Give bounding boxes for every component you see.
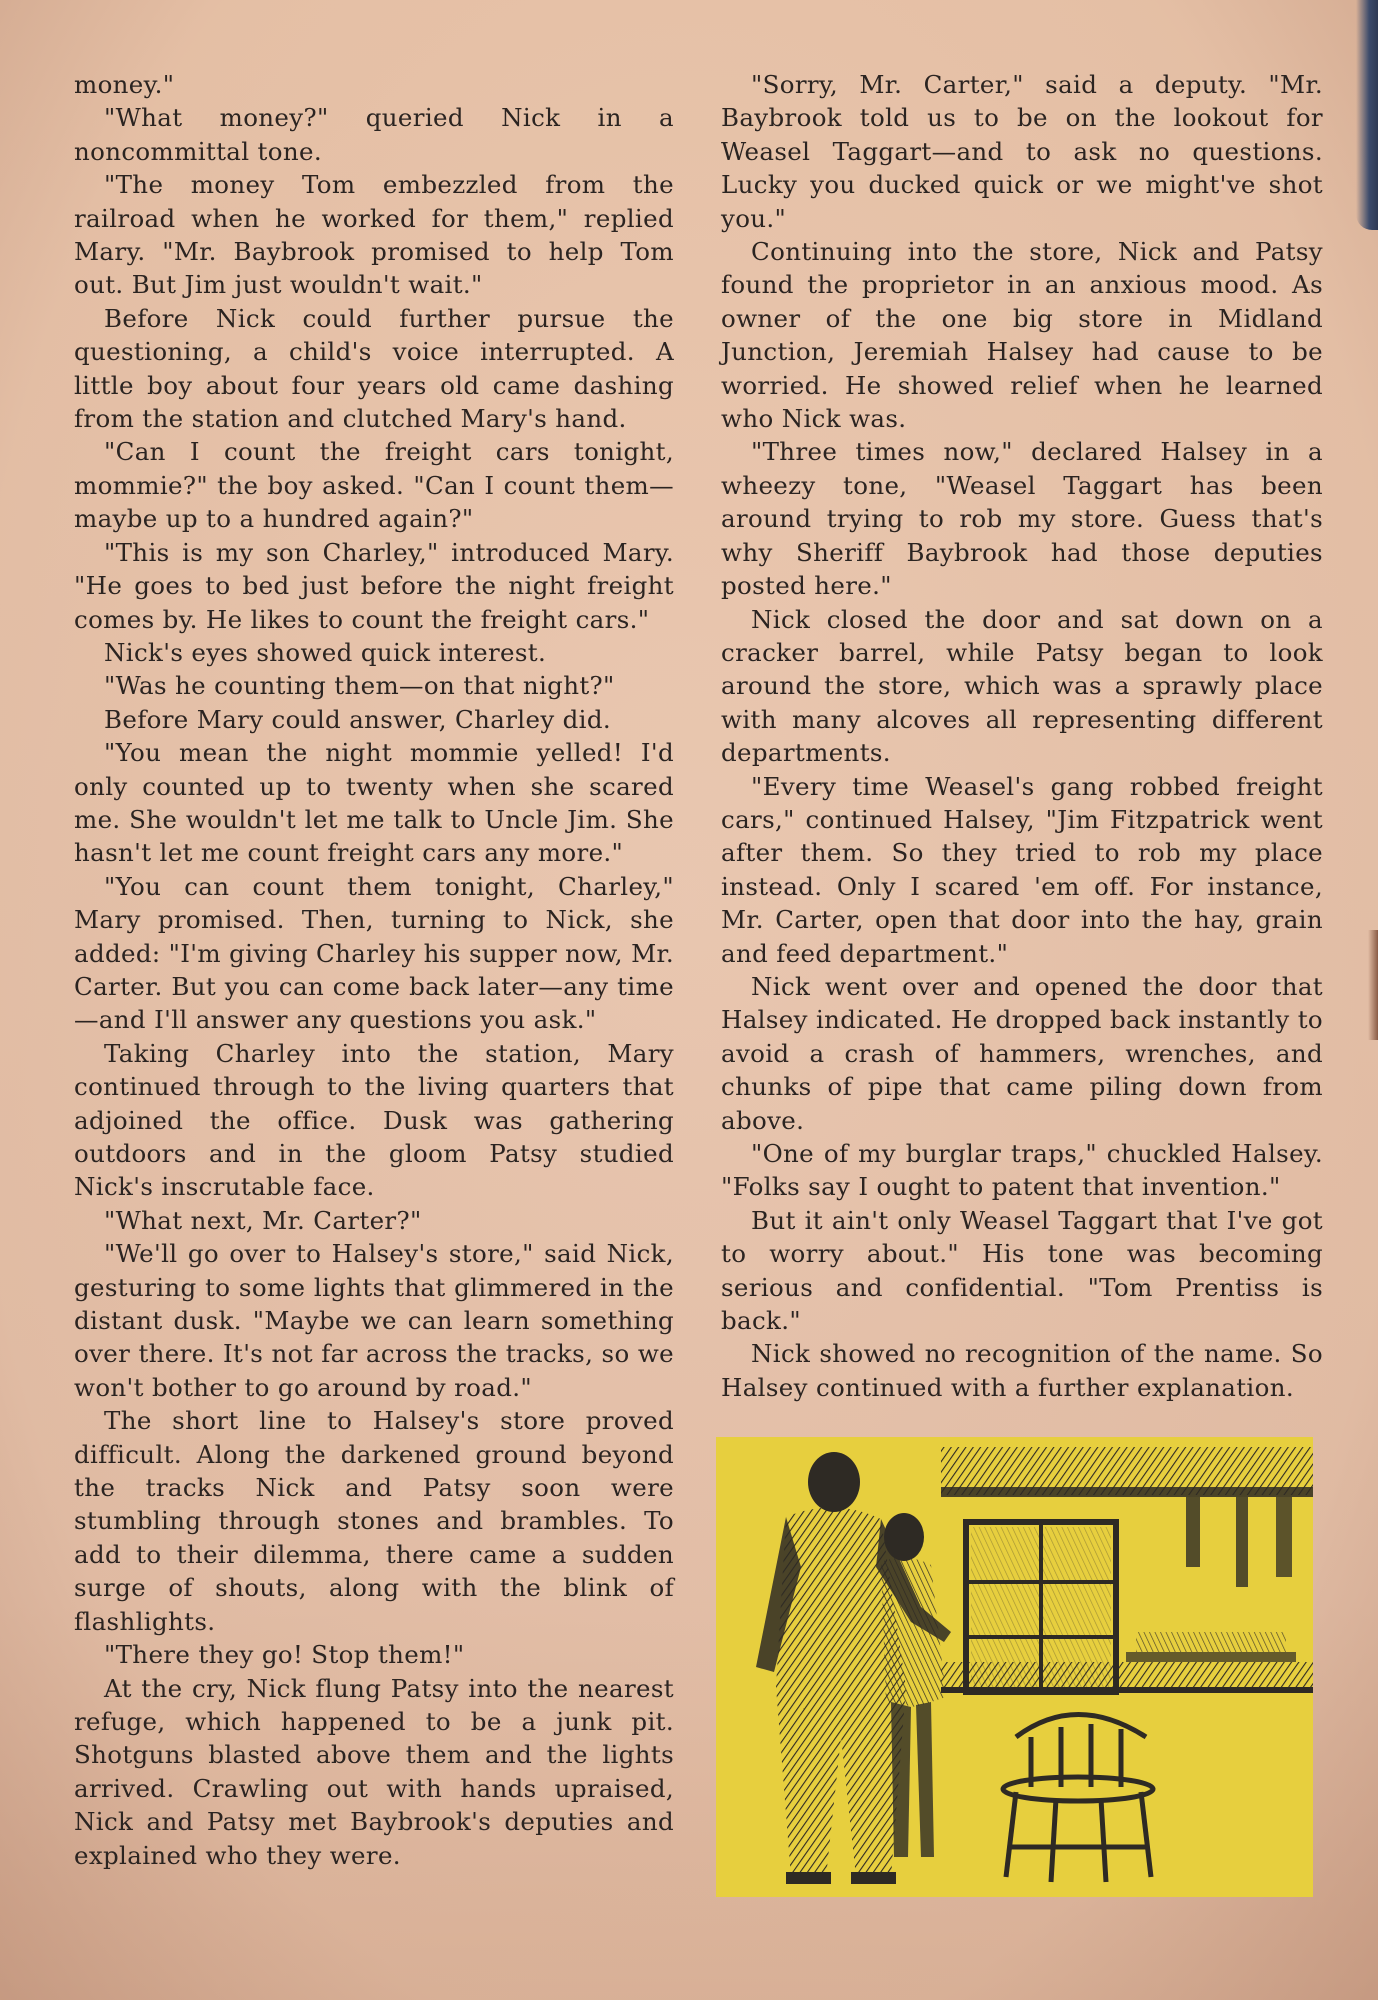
paragraph: Nick's eyes showed quick interest. bbox=[104, 637, 547, 667]
paragraph: "What money?" queried Nick in a noncommittal tone. bbox=[74, 103, 674, 166]
paragraph: Continuing into the store, Nick and Patsy found the proprietor in an anxious mood. As owner of the one big store in Midland Junction, Jeremiah Halsey had cause to be worried. He showed relief when he learned who Nick was. bbox=[721, 237, 1323, 434]
paragraph: "Sorry, Mr. Carter," said a deputy. "Mr. Baybrook told us to be on the lookout for Weasel Taggart—and to ask no questions. Lucky you ducked quick or we might've shot you." bbox=[721, 70, 1323, 233]
store-counter bbox=[941, 1662, 1313, 1690]
paragraph: "You mean the night mommie yelled! I'd only counted up to twenty when she scared me. She wouldn't let me talk to Uncle Jim. She hasn't let me count freight cars any more." bbox=[74, 738, 674, 868]
store-illustration bbox=[716, 1437, 1313, 1897]
paragraph: At the cry, Nick flung Patsy into the nearest refuge, which happened to be a junk pit. Shotguns blasted above them and the lights arrived. Crawling out with hands upraised, Nick and Patsy met Baybrook's deputies and explained who they were. bbox=[74, 1673, 674, 1870]
paragraph: "This is my son Charley," introduced Mary. "He goes to bed just before the night freight comes by. He likes to count the freight cars." bbox=[74, 537, 674, 634]
paragraph: "You can count them tonight, Charley," Mary promised. Then, turning to Nick, she added: "I'm giving Charley his supper now, Mr. Carter. But you can come back later—any time—and I'll answer any questions you ask." bbox=[74, 871, 675, 1035]
paragraph: "Was he counting them—on that night?" bbox=[104, 671, 615, 701]
right-text-column bbox=[721, 68, 1323, 1404]
paragraph: "We'll go over to Halsey's store," said Nick, gesturing to some lights that glimmered in the distant dusk. "Maybe we can learn something over there. It's not far across the tracks, so we won't bother to go around by road." bbox=[74, 1239, 674, 1402]
torn-edge bbox=[1356, 0, 1378, 230]
paragraph: "There they go! Stop them!" bbox=[104, 1640, 465, 1670]
paragraph: "Can I count the freight cars tonight, mommie?" the boy asked. "Can I count them—maybe up to a hundred again?" bbox=[74, 437, 674, 534]
paragraph: Before Nick could further pursue the questioning, a child's voice interrupted. A little boy about four years old came dashing from the station and clutched Mary's hand. bbox=[74, 303, 674, 434]
paragraph: But it ain't only Weasel Taggart that I've got to worry about." His tone was becoming serious and confidential. "Tom Prentiss is back." bbox=[721, 1205, 1323, 1336]
paragraph: Nick went over and opened the door that Halsey indicated. He dropped back instantly to avoid a crash of hammers, wrenches, and chunks of pipe that came piling down from above. bbox=[721, 971, 1323, 1135]
paragraph: The short line to Halsey's store proved difficult. Along the darkened ground beyond the tracks Nick and Patsy soon were stumbling through stones and brambles. To add to their dilemma, there came a sudden surge of shouts, along with the blink of flashlights. bbox=[74, 1406, 674, 1636]
paragraph: Nick closed the door and sat down on a cracker barrel, while Patsy began to look around the store, which was a sprawly place with many alcoves all representing different departments. bbox=[721, 604, 1323, 768]
paragraph: "One of my burglar traps," chuckled Halsey. "Folks say I ought to patent that invention." bbox=[721, 1139, 1323, 1202]
tape-mark bbox=[1368, 930, 1378, 1040]
paragraph: Nick showed no recognition of the name. So Halsey continued with a further explanation. bbox=[721, 1339, 1323, 1402]
paragraph: "The money Tom embezzled from the railroad when he worked for them," replied Mary. "Mr. Baybrook promised to help Tom out. But Jim just wouldn't wait." bbox=[74, 170, 674, 300]
paragraph: "What next, Mr. Carter?" bbox=[104, 1205, 422, 1235]
paragraph: "Three times now," declared Halsey in a wheezy tone, "Weasel Taggart has been around trying to rob my store. Guess that's why Sheriff Baybrook had those deputies posted here." bbox=[721, 437, 1323, 601]
left-text-column bbox=[74, 68, 674, 1872]
paragraph: Taking Charley into the station, Mary continued through to the living quarters that adjoined the office. Dusk was gathering outdoors and in the gloom Patsy studied Nick's inscrutable face. bbox=[74, 1038, 674, 1202]
chair bbox=[1003, 1715, 1153, 1883]
paragraph: Before Mary could answer, Charley did. bbox=[104, 704, 612, 734]
paragraph: money." bbox=[74, 70, 175, 99]
illustration-drawing bbox=[716, 1437, 1313, 1897]
paragraph: "Every time Weasel's gang robbed freight cars," continued Halsey, "Jim Fitzpatrick went after them. So they tried to rob my place instead. Only I scared 'em off. For instance, Mr. Carter, open that door into the hay, grain and feed department." bbox=[721, 771, 1323, 968]
